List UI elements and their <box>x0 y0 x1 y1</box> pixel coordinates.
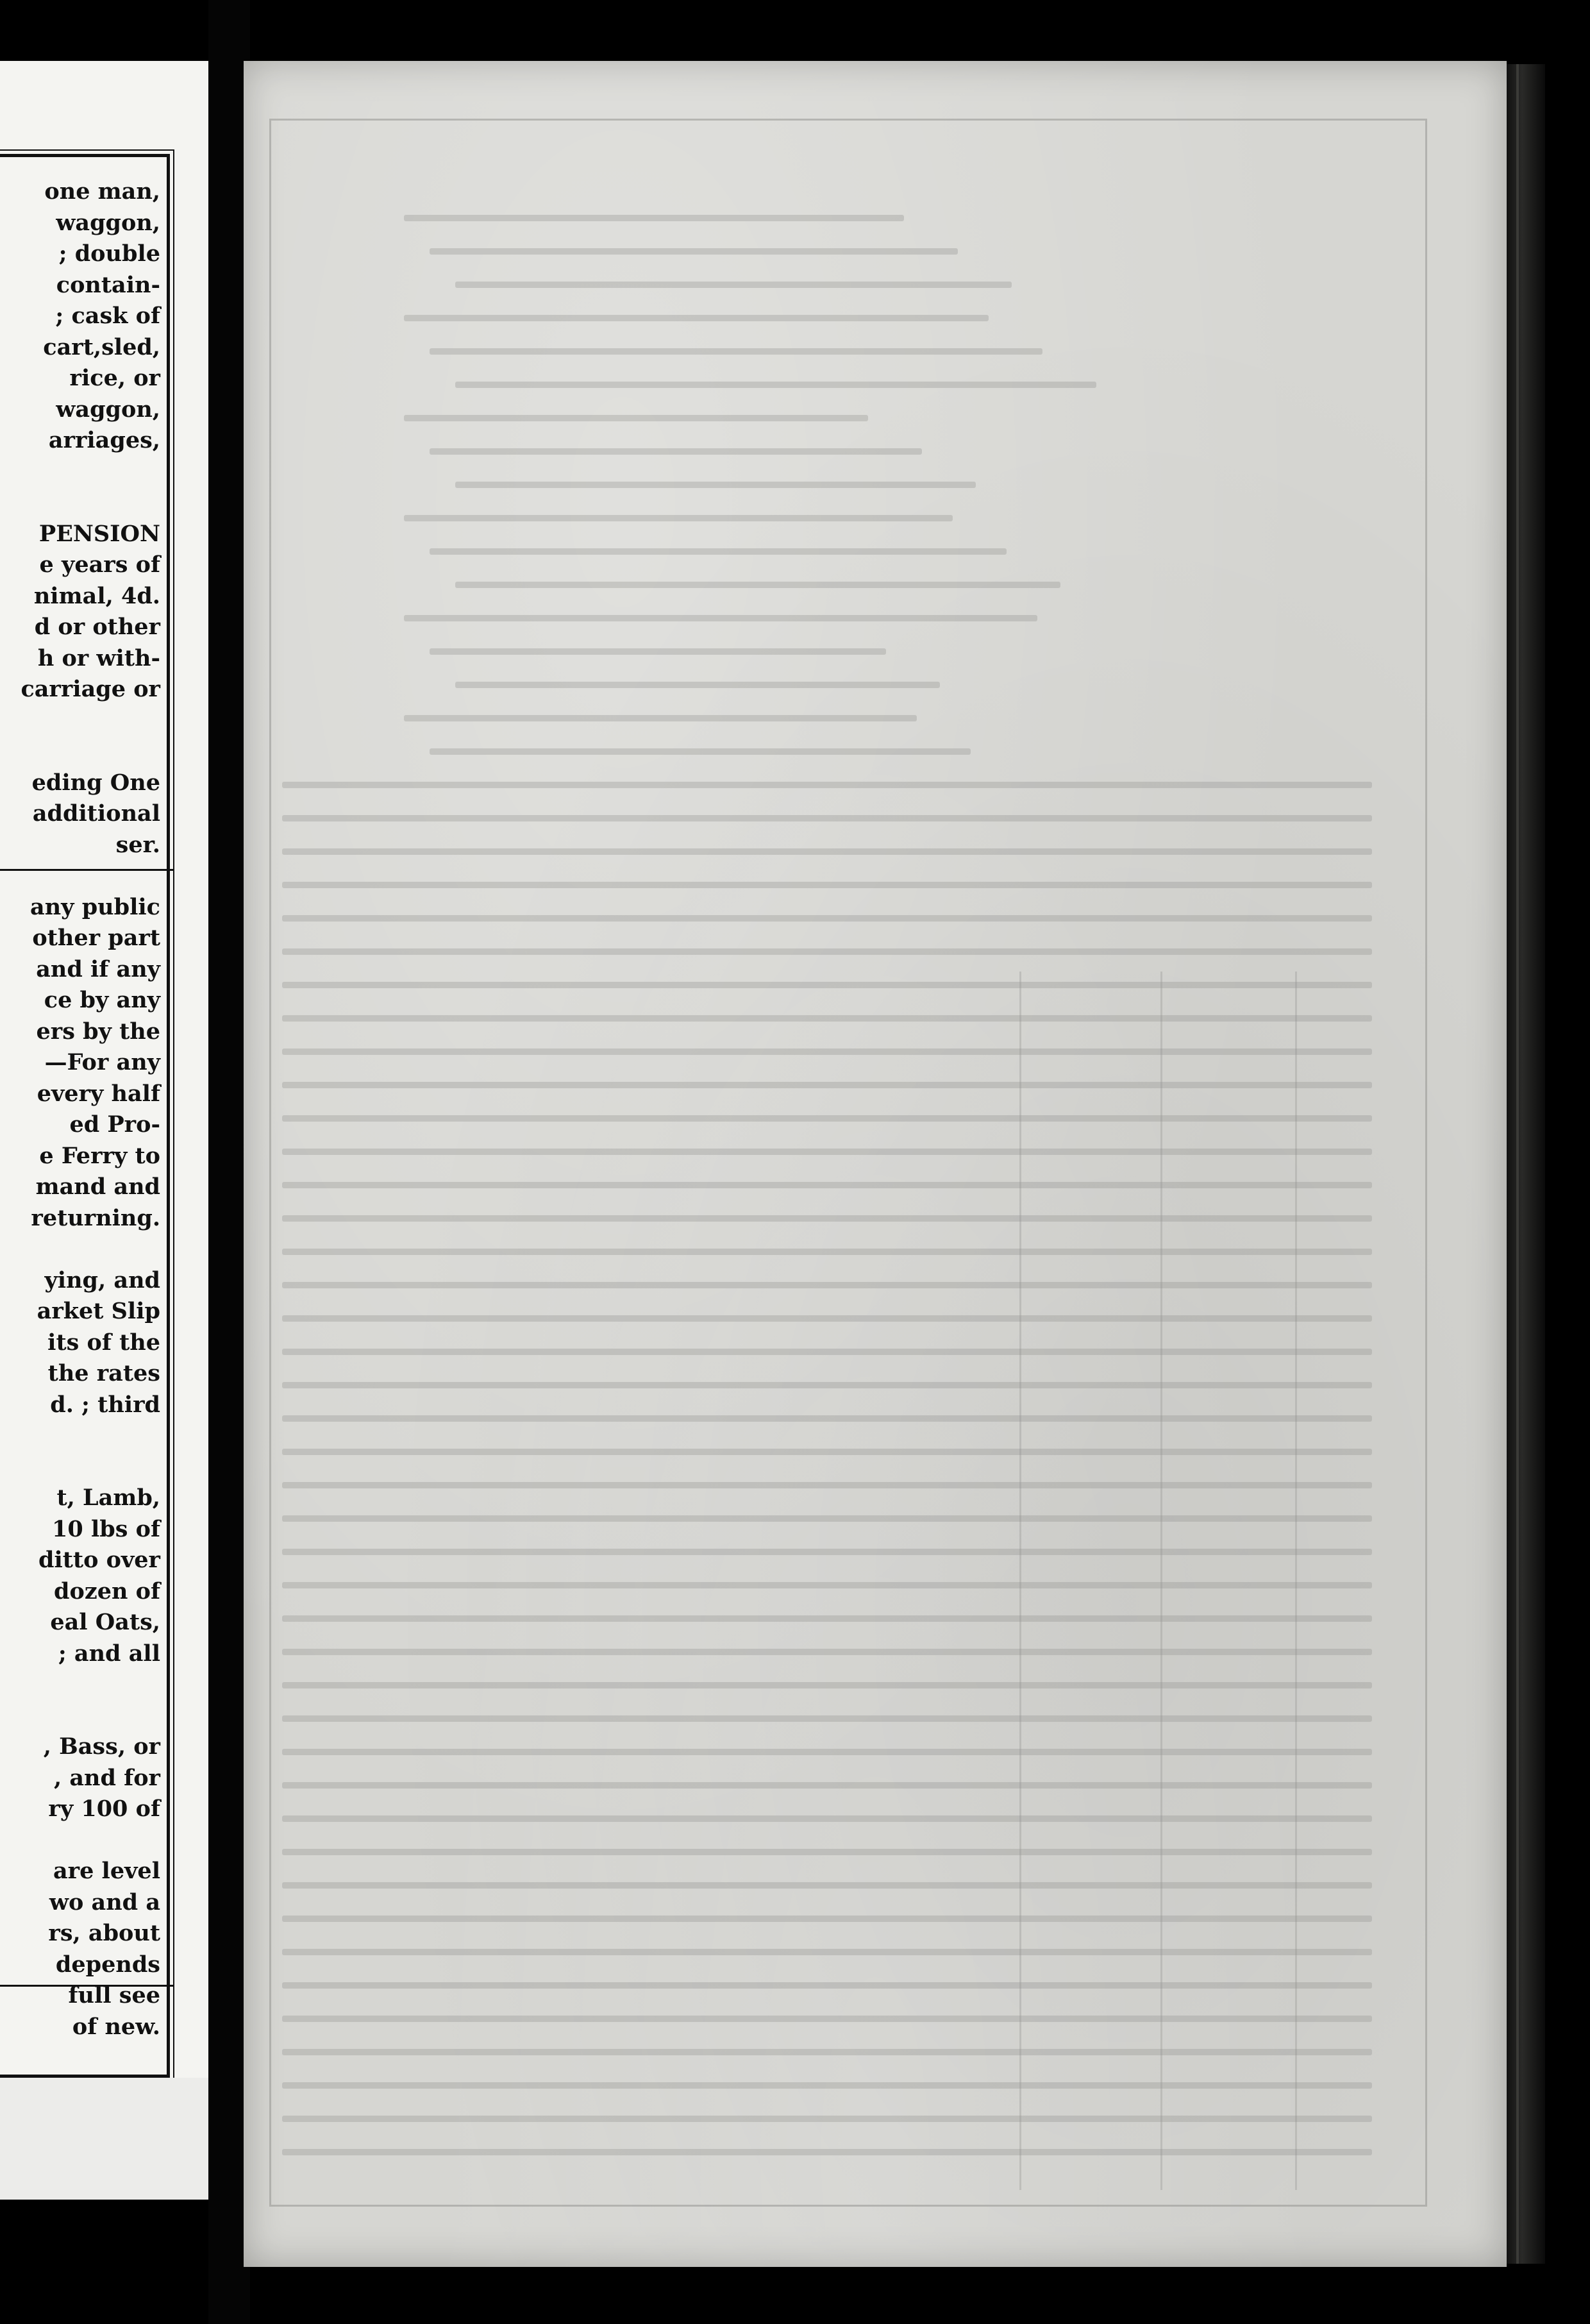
text-line: ditto over <box>38 1547 160 1573</box>
faded-text-line <box>282 1916 1372 1922</box>
text-line: nimal, 4d. <box>33 582 160 609</box>
faded-text-line <box>282 1149 1372 1155</box>
text-line: rice, or <box>69 365 160 391</box>
faded-text-line <box>404 615 1037 621</box>
faded-text-line <box>282 1549 1372 1555</box>
page-edge-shadow <box>1507 64 1545 2264</box>
text-line: any public <box>30 893 160 920</box>
faded-text-line <box>404 215 904 221</box>
faded-text-line <box>282 782 1372 788</box>
text-gap <box>0 1701 160 1732</box>
faded-text-line <box>430 248 958 255</box>
text-line: ce by any <box>44 987 160 1013</box>
text-gap <box>0 487 160 519</box>
text-line: returning. <box>31 1204 160 1231</box>
text-line: waggon, <box>56 209 160 236</box>
text-line: cart,sled, <box>43 333 160 360</box>
faded-text-line <box>282 1482 1372 1488</box>
faded-text-line <box>282 1749 1372 1755</box>
text-line: ry 100 of <box>48 1796 160 1822</box>
faded-text-line <box>282 948 1372 955</box>
faded-text-line <box>282 882 1372 888</box>
faded-text-line <box>282 1349 1372 1355</box>
text-line: eal Oats, <box>50 1609 160 1635</box>
faded-table-column-rule <box>1295 972 1297 2190</box>
faded-text-line <box>282 1649 1372 1655</box>
faded-text-line <box>404 715 917 721</box>
text-line: depends <box>55 1951 160 1978</box>
text-line: h or with- <box>37 644 160 671</box>
faded-text-line <box>282 1082 1372 1088</box>
text-gap <box>0 861 160 892</box>
text-gap <box>0 1420 160 1452</box>
faded-text-line <box>282 915 1372 922</box>
text-line: the rates <box>47 1360 160 1386</box>
faded-text-line <box>282 1215 1372 1222</box>
text-line: additional <box>32 800 160 827</box>
text-line: ; cask of <box>55 303 160 329</box>
faded-text-line <box>282 982 1372 988</box>
faded-text-line <box>282 1115 1372 1122</box>
faded-text-line <box>282 848 1372 855</box>
faded-text-line <box>282 1949 1372 1955</box>
text-gap <box>0 1669 160 1701</box>
faded-text-line <box>282 1982 1372 1989</box>
left-page-column <box>0 61 208 2200</box>
text-line: carriage or <box>21 676 160 702</box>
faded-table-column-rule <box>1160 972 1162 2190</box>
page-margin <box>0 2078 208 2200</box>
left-column-text <box>0 176 160 2042</box>
text-line: d. ; third <box>50 1391 160 1418</box>
text-line: ying, and <box>44 1267 160 1293</box>
faded-text-line <box>282 815 1372 821</box>
text-line: ser. <box>115 831 160 858</box>
faded-text-line <box>282 1249 1372 1255</box>
text-line: ; double <box>58 240 160 267</box>
text-line: —For any <box>44 1049 160 1075</box>
faded-table-frame <box>269 119 1427 2207</box>
text-line: arket Slip <box>37 1298 160 1324</box>
text-line: t, Lamb, <box>56 1485 160 1511</box>
text-gap <box>0 457 160 488</box>
faded-text-line <box>282 2016 1372 2022</box>
text-line: , Bass, or <box>43 1733 160 1760</box>
text-gap <box>0 736 160 768</box>
text-line: of new. <box>72 2013 160 2040</box>
faded-text-line <box>404 315 989 321</box>
faded-text-line <box>282 1782 1372 1789</box>
faded-text-line <box>282 1382 1372 1388</box>
faded-text-line <box>282 1515 1372 1522</box>
faded-text-line <box>282 1182 1372 1188</box>
faded-text-line <box>282 2116 1372 2122</box>
faded-text-line <box>404 415 868 421</box>
faded-text-line <box>282 1282 1372 1288</box>
text-line: its of the <box>47 1329 160 1356</box>
faded-text-line <box>455 382 1096 388</box>
faded-text-line <box>455 282 1012 288</box>
text-line: wo and a <box>49 1889 160 1916</box>
text-line: are level <box>53 1858 160 1884</box>
text-gap <box>0 1234 160 1265</box>
text-line: arriages, <box>48 427 160 453</box>
text-line: eding One <box>31 769 160 796</box>
faded-text-line <box>282 1715 1372 1722</box>
faded-text-line <box>282 1815 1372 1822</box>
text-line: , and for <box>54 1764 160 1791</box>
text-line: ; and all <box>58 1640 160 1667</box>
text-gap <box>0 705 160 737</box>
faded-text-line <box>455 482 976 488</box>
text-line: 10 lbs of <box>52 1515 160 1542</box>
text-line: e years of <box>39 552 160 578</box>
text-gap <box>0 1825 160 1857</box>
faded-text-line <box>430 348 1042 355</box>
text-line: full see <box>68 1982 160 2008</box>
faded-text-line <box>430 648 886 655</box>
faded-text-line <box>282 1449 1372 1455</box>
faded-text-line <box>282 1315 1372 1322</box>
faded-text-line <box>282 2149 1372 2155</box>
faded-text-line <box>282 1615 1372 1622</box>
text-line: e Ferry to <box>39 1142 160 1169</box>
faded-table-column-rule <box>1019 972 1021 2190</box>
faded-text-line <box>430 748 971 755</box>
text-line: mand and <box>35 1174 160 1200</box>
faded-text-line <box>282 1582 1372 1588</box>
faded-text-line <box>282 2049 1372 2055</box>
section-heading: PENSION <box>38 520 160 547</box>
text-gap <box>0 1452 160 1483</box>
faded-text-line <box>282 2082 1372 2089</box>
text-line: d or other <box>34 614 160 640</box>
faded-text-line <box>282 1415 1372 1422</box>
faded-text-line <box>282 1015 1372 1022</box>
text-line: and if any <box>36 956 160 982</box>
text-line: every half <box>37 1080 160 1107</box>
faded-text-line <box>282 1048 1372 1055</box>
text-line: other part <box>32 925 160 951</box>
text-line: contain- <box>56 271 160 298</box>
faded-text-line <box>430 448 922 455</box>
text-line: waggon, <box>56 396 160 423</box>
faded-text-line <box>282 1682 1372 1688</box>
text-line: dozen of <box>54 1578 160 1604</box>
text-line: one man, <box>44 178 160 205</box>
faded-text-line <box>430 548 1007 555</box>
faded-text-line <box>455 682 940 688</box>
faded-facing-page <box>244 61 1507 2267</box>
text-line: rs, about <box>48 1920 160 1946</box>
text-line: ers by the <box>36 1018 160 1045</box>
faded-text-line <box>455 582 1060 588</box>
faded-text-line <box>282 1882 1372 1889</box>
faded-text-line <box>404 515 953 521</box>
faded-text-line <box>282 1849 1372 1855</box>
text-line: ed Pro- <box>69 1111 160 1138</box>
